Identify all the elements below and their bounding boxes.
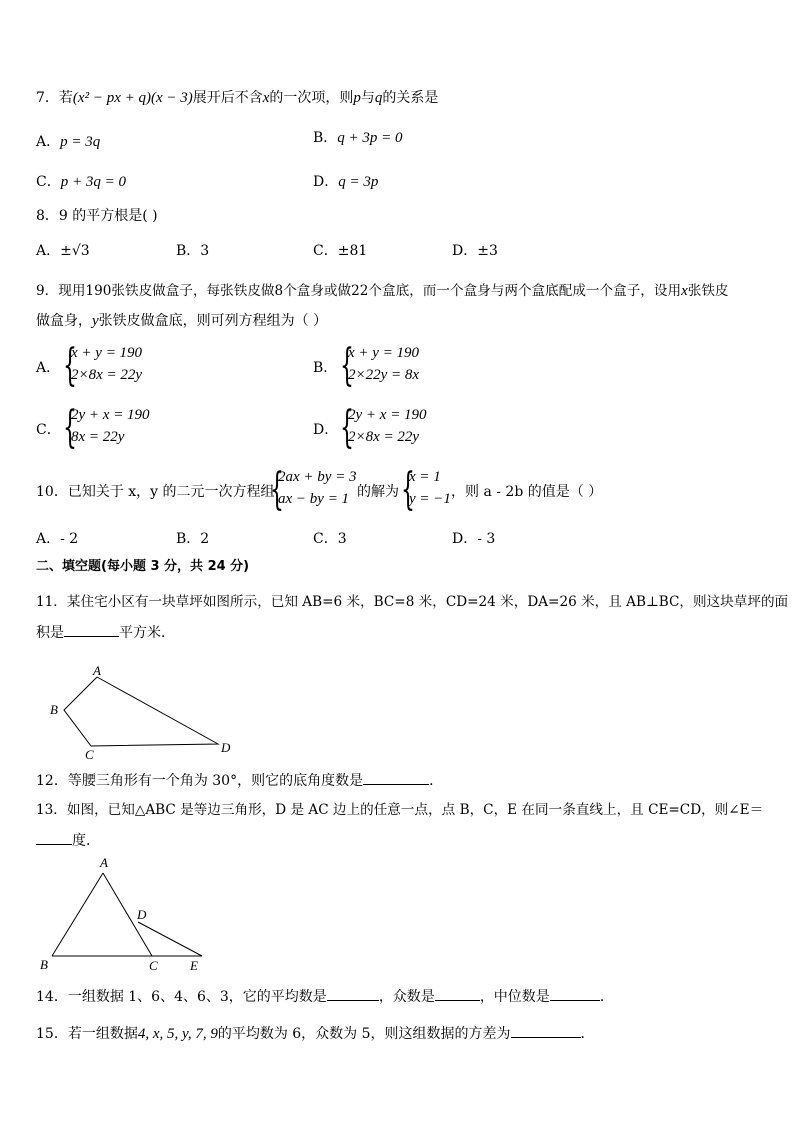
question-11-line2: 积是 平方米．	[36, 622, 175, 643]
vertex-label-d: D	[137, 907, 147, 922]
answer-blank[interactable]	[64, 622, 119, 637]
question-8-stem: 8．9 的平方根是( )	[36, 208, 158, 224]
section-heading: 二、填空题(每小题 3 分，共 24 分)	[36, 559, 250, 574]
option-d-label: D．	[313, 422, 339, 438]
option-d: D．±3	[452, 243, 498, 259]
brace-icon: {	[270, 464, 284, 515]
option-b-label: B．	[313, 360, 338, 376]
brace-icon: {	[63, 340, 77, 391]
quadrilateral-figure	[40, 662, 240, 762]
brace-icon: {	[340, 340, 354, 391]
question-10-post: ，则 a - 2b 的值是（ ）	[451, 484, 603, 500]
answer-blank[interactable]	[36, 830, 72, 845]
brace-icon: {	[401, 464, 415, 515]
question-14: 14．一组数据 1、6、4、6、3，它的平均数是 ，众数是 ，中位数是 ．	[36, 986, 614, 1007]
answer-blank[interactable]	[511, 1023, 581, 1038]
answer-blank[interactable]	[363, 770, 429, 785]
answer-blank-median[interactable]	[550, 986, 600, 1001]
answer-blank-mode[interactable]	[435, 986, 480, 1001]
vertex-label-c: C	[85, 747, 94, 762]
option-c: C．3	[313, 531, 347, 547]
question-15: 15．若一组数据4, x, 5, y, 7, 9的平均数为 6，众数为 5，则这组数据的方差为 ．	[36, 1023, 595, 1044]
vertex-label-d: D	[221, 740, 231, 755]
question-9-stem-line1: 9．现用190张铁皮做盒子，每张铁皮做8个盒身或做22个盒底，而一个盒身与两个盒底配成一个盒子，设用x张铁皮	[36, 283, 729, 299]
option-b: B．q + 3p = 0	[313, 130, 403, 146]
option-d: D．q = 3p	[313, 174, 379, 190]
vertex-label-b: B	[50, 702, 58, 717]
option-c: C．±81	[313, 243, 368, 259]
vertex-label-e: E	[190, 958, 198, 973]
math-expression: (x² − px + q)(x − 3)	[72, 90, 193, 106]
option-c: C．p + 3q = 0	[36, 174, 126, 190]
question-10-pre: 10．已知关于 x，y 的二元一次方程组	[36, 484, 275, 500]
data-set: 4, x, 5, y, 7, 9	[137, 1026, 218, 1042]
option-a: A．- 2	[36, 531, 79, 547]
question-11-line1: 11．某住宅小区有一块草坪如图所示，已知 AB=6 米，BC=8 米，CD=24 米，DA=26 米，且 AB⊥BC，则这块草坪的面	[36, 594, 789, 610]
option-b: B．2	[176, 531, 210, 547]
question-12: 12．等腰三角形有一个角为 30°，则它的底角度数是 ．	[36, 770, 443, 791]
brace-icon: {	[340, 402, 354, 453]
option-d: D．- 3	[452, 531, 496, 547]
question-13-line1: 13．如图，已知△ABC 是等边三角形，D 是 AC 边上的任意一点，点 B，C，E 在同一条直线上，且 CE=CD，则∠E＝	[36, 802, 764, 818]
question-9-stem-line2: 做盒身，y张铁皮做盒底，则可列方程组为（ ）	[36, 313, 328, 329]
option-c-label: C．	[36, 422, 61, 438]
question-13-line2: 度．	[36, 830, 100, 851]
question-10-mid: 的解为	[357, 484, 399, 500]
vertex-label-a: A	[93, 663, 101, 678]
vertex-label-c: C	[149, 958, 158, 973]
option-a: A．±√3	[36, 243, 90, 259]
option-b: B．3	[176, 243, 210, 259]
question-7-stem: 7．若(x² − px + q)(x − 3)展开后不含x的一次项，则p与q的关系是	[36, 90, 439, 106]
question-number: 7．	[36, 90, 59, 106]
option-a-label: A．	[36, 360, 61, 376]
vertex-label-a: A	[100, 855, 108, 870]
quadrilateral-outline	[64, 677, 218, 746]
brace-icon: {	[63, 402, 77, 453]
vertex-label-b: B	[40, 957, 48, 972]
triangle-figure	[36, 853, 216, 975]
answer-blank-mean[interactable]	[327, 986, 379, 1001]
option-a: A．p = 3q	[36, 134, 101, 150]
